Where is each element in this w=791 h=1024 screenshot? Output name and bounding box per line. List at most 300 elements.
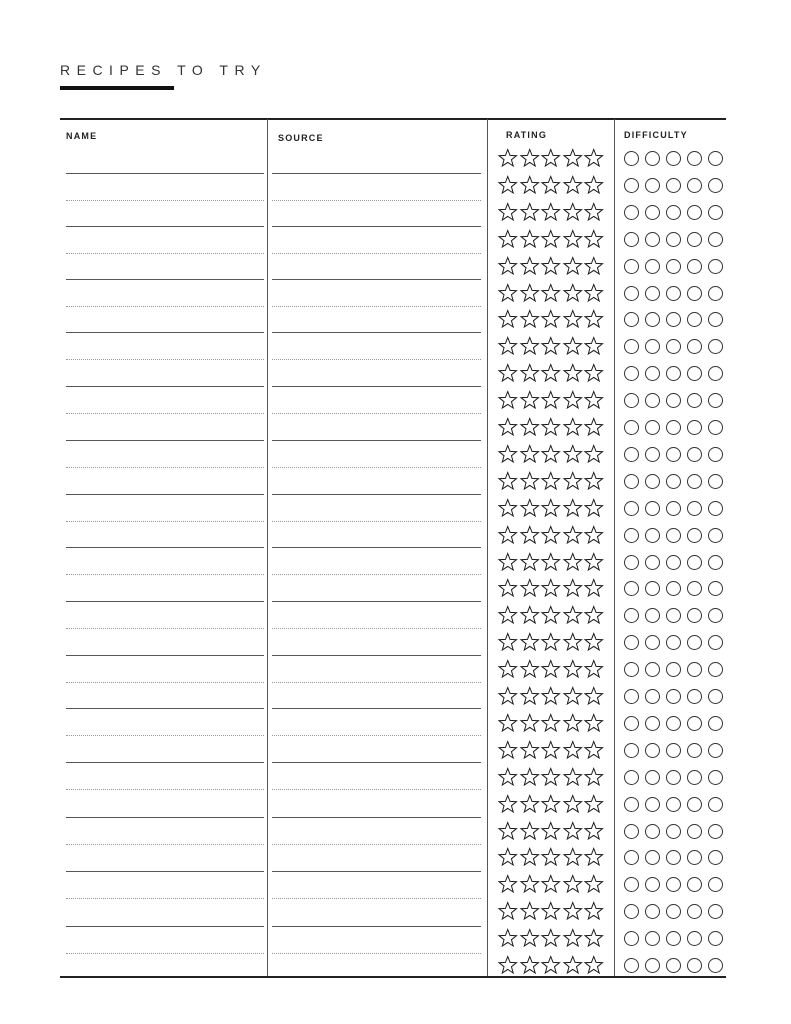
star-outline-icon — [583, 471, 605, 491]
star-outline-icon — [583, 202, 605, 222]
rating-difficulty-row — [0, 578, 791, 598]
source-writing-line — [272, 386, 481, 387]
rating-difficulty-row — [0, 336, 791, 356]
star-outline-icon — [540, 552, 562, 572]
circle-outline-icon — [666, 366, 681, 381]
circle-outline-icon — [687, 447, 702, 462]
star-outline-icon — [497, 363, 519, 383]
source-writing-line — [272, 817, 481, 818]
difficulty-circles — [624, 686, 732, 706]
source-writing-line — [272, 762, 481, 763]
name-writing-line — [66, 547, 264, 548]
circle-outline-icon — [624, 931, 639, 946]
circle-outline-icon — [645, 232, 660, 247]
star-outline-icon — [540, 363, 562, 383]
star-outline-icon — [562, 202, 584, 222]
star-outline-icon — [497, 955, 519, 975]
star-outline-icon — [540, 659, 562, 679]
star-rating — [497, 713, 605, 733]
rating-difficulty-row — [0, 229, 791, 249]
star-rating — [497, 390, 605, 410]
difficulty-circles — [624, 471, 732, 491]
circle-outline-icon — [666, 581, 681, 596]
star-rating — [497, 336, 605, 356]
circle-outline-icon — [666, 608, 681, 623]
star-outline-icon — [562, 498, 584, 518]
circle-outline-icon — [645, 501, 660, 516]
circle-outline-icon — [687, 555, 702, 570]
source-guide-line — [272, 789, 481, 790]
circle-outline-icon — [708, 178, 723, 193]
star-rating — [497, 740, 605, 760]
circle-outline-icon — [687, 178, 702, 193]
circle-outline-icon — [687, 339, 702, 354]
name-writing-line — [66, 926, 264, 927]
star-outline-icon — [562, 928, 584, 948]
rating-difficulty-row — [0, 928, 791, 948]
star-outline-icon — [497, 336, 519, 356]
circle-outline-icon — [645, 958, 660, 973]
circle-outline-icon — [687, 151, 702, 166]
star-rating — [497, 202, 605, 222]
rating-difficulty-row — [0, 686, 791, 706]
rating-difficulty-row — [0, 363, 791, 383]
star-outline-icon — [497, 525, 519, 545]
name-guide-line — [66, 521, 264, 522]
circle-outline-icon — [624, 635, 639, 650]
star-outline-icon — [540, 175, 562, 195]
circle-outline-icon — [687, 770, 702, 785]
star-outline-icon — [540, 632, 562, 652]
circle-outline-icon — [708, 608, 723, 623]
difficulty-circles — [624, 955, 732, 975]
circle-outline-icon — [645, 824, 660, 839]
source-guide-line — [272, 735, 481, 736]
star-outline-icon — [583, 632, 605, 652]
star-outline-icon — [583, 713, 605, 733]
circle-outline-icon — [624, 366, 639, 381]
circle-outline-icon — [666, 662, 681, 677]
source-guide-line — [272, 844, 481, 845]
star-outline-icon — [583, 498, 605, 518]
star-outline-icon — [497, 605, 519, 625]
circle-outline-icon — [645, 608, 660, 623]
circle-outline-icon — [645, 743, 660, 758]
circle-outline-icon — [645, 877, 660, 892]
circle-outline-icon — [624, 501, 639, 516]
star-rating — [497, 444, 605, 464]
difficulty-circles — [624, 874, 732, 894]
circle-outline-icon — [708, 501, 723, 516]
circle-outline-icon — [666, 151, 681, 166]
star-outline-icon — [497, 256, 519, 276]
star-outline-icon — [562, 578, 584, 598]
difficulty-circles — [624, 390, 732, 410]
difficulty-circles — [624, 821, 732, 841]
circle-outline-icon — [624, 286, 639, 301]
circle-outline-icon — [624, 232, 639, 247]
star-outline-icon — [519, 928, 541, 948]
circle-outline-icon — [687, 797, 702, 812]
circle-outline-icon — [645, 474, 660, 489]
name-writing-line — [66, 332, 264, 333]
circle-outline-icon — [666, 877, 681, 892]
star-outline-icon — [583, 363, 605, 383]
star-outline-icon — [562, 713, 584, 733]
star-outline-icon — [519, 256, 541, 276]
star-outline-icon — [540, 283, 562, 303]
star-rating — [497, 767, 605, 787]
source-writing-line — [272, 226, 481, 227]
star-outline-icon — [562, 336, 584, 356]
circle-outline-icon — [666, 474, 681, 489]
circle-outline-icon — [666, 931, 681, 946]
star-rating — [497, 283, 605, 303]
star-rating — [497, 794, 605, 814]
star-outline-icon — [583, 659, 605, 679]
star-outline-icon — [583, 928, 605, 948]
circle-outline-icon — [708, 716, 723, 731]
star-rating — [497, 498, 605, 518]
rating-difficulty-row — [0, 821, 791, 841]
circle-outline-icon — [645, 555, 660, 570]
circle-outline-icon — [645, 312, 660, 327]
name-writing-line — [66, 386, 264, 387]
circle-outline-icon — [687, 662, 702, 677]
star-outline-icon — [583, 901, 605, 921]
star-rating — [497, 901, 605, 921]
star-outline-icon — [540, 202, 562, 222]
star-outline-icon — [540, 821, 562, 841]
name-writing-line — [66, 226, 264, 227]
circle-outline-icon — [708, 662, 723, 677]
star-rating — [497, 632, 605, 652]
name-guide-line — [66, 735, 264, 736]
source-guide-line — [272, 682, 481, 683]
star-outline-icon — [540, 713, 562, 733]
table-top-border — [60, 118, 726, 120]
circle-outline-icon — [708, 635, 723, 650]
circle-outline-icon — [645, 178, 660, 193]
circle-outline-icon — [708, 259, 723, 274]
difficulty-circles — [624, 175, 732, 195]
star-rating — [497, 148, 605, 168]
star-rating — [497, 874, 605, 894]
star-outline-icon — [540, 928, 562, 948]
circle-outline-icon — [687, 474, 702, 489]
star-outline-icon — [519, 444, 541, 464]
circle-outline-icon — [666, 635, 681, 650]
star-outline-icon — [562, 256, 584, 276]
star-outline-icon — [519, 955, 541, 975]
circle-outline-icon — [624, 850, 639, 865]
circle-outline-icon — [708, 850, 723, 865]
circle-outline-icon — [624, 797, 639, 812]
circle-outline-icon — [687, 259, 702, 274]
difficulty-circles — [624, 578, 732, 598]
difficulty-circles — [624, 417, 732, 437]
name-writing-line — [66, 494, 264, 495]
name-guide-line — [66, 682, 264, 683]
title-underline — [60, 86, 174, 90]
star-outline-icon — [583, 444, 605, 464]
circle-outline-icon — [666, 312, 681, 327]
star-outline-icon — [497, 390, 519, 410]
circle-outline-icon — [624, 824, 639, 839]
star-outline-icon — [540, 847, 562, 867]
star-rating — [497, 552, 605, 572]
star-outline-icon — [562, 417, 584, 437]
circle-outline-icon — [666, 824, 681, 839]
source-guide-line — [272, 628, 481, 629]
circle-outline-icon — [624, 877, 639, 892]
circle-outline-icon — [708, 312, 723, 327]
star-outline-icon — [540, 148, 562, 168]
circle-outline-icon — [708, 877, 723, 892]
star-outline-icon — [519, 874, 541, 894]
star-outline-icon — [562, 821, 584, 841]
circle-outline-icon — [708, 689, 723, 704]
star-outline-icon — [562, 767, 584, 787]
star-outline-icon — [497, 471, 519, 491]
circle-outline-icon — [645, 393, 660, 408]
circle-outline-icon — [666, 797, 681, 812]
star-outline-icon — [497, 202, 519, 222]
circle-outline-icon — [624, 555, 639, 570]
source-guide-line — [272, 413, 481, 414]
rating-difficulty-row — [0, 847, 791, 867]
circle-outline-icon — [708, 931, 723, 946]
circle-outline-icon — [708, 958, 723, 973]
star-outline-icon — [519, 498, 541, 518]
star-outline-icon — [540, 336, 562, 356]
circle-outline-icon — [666, 339, 681, 354]
rating-difficulty-row — [0, 767, 791, 787]
circle-outline-icon — [687, 312, 702, 327]
difficulty-circles — [624, 632, 732, 652]
difficulty-circles — [624, 740, 732, 760]
circle-outline-icon — [687, 366, 702, 381]
source-writing-line — [272, 708, 481, 709]
rating-difficulty-row — [0, 444, 791, 464]
star-outline-icon — [562, 955, 584, 975]
star-outline-icon — [540, 578, 562, 598]
rating-difficulty-row — [0, 309, 791, 329]
circle-outline-icon — [708, 420, 723, 435]
star-rating — [497, 928, 605, 948]
circle-outline-icon — [708, 797, 723, 812]
star-outline-icon — [562, 552, 584, 572]
star-outline-icon — [519, 740, 541, 760]
source-guide-line — [272, 898, 481, 899]
star-outline-icon — [540, 767, 562, 787]
circle-outline-icon — [645, 689, 660, 704]
star-outline-icon — [519, 363, 541, 383]
star-outline-icon — [519, 847, 541, 867]
circle-outline-icon — [708, 151, 723, 166]
source-writing-line — [272, 279, 481, 280]
circle-outline-icon — [624, 447, 639, 462]
name-writing-line — [66, 440, 264, 441]
rating-difficulty-row — [0, 256, 791, 276]
circle-outline-icon — [666, 286, 681, 301]
star-rating — [497, 605, 605, 625]
name-writing-line — [66, 708, 264, 709]
source-writing-line — [272, 332, 481, 333]
circle-outline-icon — [645, 850, 660, 865]
star-outline-icon — [497, 686, 519, 706]
star-outline-icon — [540, 874, 562, 894]
star-outline-icon — [497, 794, 519, 814]
difficulty-circles — [624, 928, 732, 948]
star-outline-icon — [583, 874, 605, 894]
source-writing-line — [272, 440, 481, 441]
circle-outline-icon — [687, 581, 702, 596]
difficulty-circles — [624, 229, 732, 249]
circle-outline-icon — [687, 635, 702, 650]
star-outline-icon — [583, 148, 605, 168]
star-outline-icon — [519, 336, 541, 356]
circle-outline-icon — [687, 850, 702, 865]
star-outline-icon — [562, 444, 584, 464]
star-outline-icon — [583, 767, 605, 787]
star-outline-icon — [497, 148, 519, 168]
circle-outline-icon — [708, 366, 723, 381]
star-outline-icon — [519, 525, 541, 545]
star-outline-icon — [540, 955, 562, 975]
circle-outline-icon — [687, 931, 702, 946]
star-outline-icon — [497, 847, 519, 867]
rating-difficulty-row — [0, 471, 791, 491]
circle-outline-icon — [624, 581, 639, 596]
circle-outline-icon — [687, 608, 702, 623]
star-outline-icon — [562, 632, 584, 652]
star-outline-icon — [583, 336, 605, 356]
circle-outline-icon — [687, 393, 702, 408]
circle-outline-icon — [645, 259, 660, 274]
circle-outline-icon — [708, 555, 723, 570]
rating-difficulty-row — [0, 175, 791, 195]
rating-difficulty-row — [0, 202, 791, 222]
circle-outline-icon — [687, 824, 702, 839]
circle-outline-icon — [666, 420, 681, 435]
star-rating — [497, 471, 605, 491]
star-outline-icon — [583, 847, 605, 867]
star-outline-icon — [562, 901, 584, 921]
star-rating — [497, 417, 605, 437]
circle-outline-icon — [666, 259, 681, 274]
circle-outline-icon — [624, 770, 639, 785]
star-outline-icon — [497, 874, 519, 894]
circle-outline-icon — [624, 420, 639, 435]
star-outline-icon — [562, 794, 584, 814]
name-guide-line — [66, 253, 264, 254]
star-outline-icon — [497, 928, 519, 948]
star-rating — [497, 578, 605, 598]
circle-outline-icon — [687, 716, 702, 731]
difficulty-circles — [624, 498, 732, 518]
star-outline-icon — [562, 686, 584, 706]
rating-difficulty-row — [0, 713, 791, 733]
column-header-source: SOURCE — [278, 133, 324, 143]
circle-outline-icon — [687, 286, 702, 301]
circle-outline-icon — [708, 581, 723, 596]
circle-outline-icon — [687, 958, 702, 973]
difficulty-circles — [624, 148, 732, 168]
star-rating — [497, 525, 605, 545]
circle-outline-icon — [645, 151, 660, 166]
star-outline-icon — [497, 417, 519, 437]
name-guide-line — [66, 467, 264, 468]
star-outline-icon — [519, 713, 541, 733]
difficulty-circles — [624, 256, 732, 276]
source-guide-line — [272, 253, 481, 254]
star-outline-icon — [497, 821, 519, 841]
star-outline-icon — [497, 659, 519, 679]
rating-difficulty-row — [0, 659, 791, 679]
circle-outline-icon — [687, 689, 702, 704]
name-guide-line — [66, 844, 264, 845]
circle-outline-icon — [708, 743, 723, 758]
star-outline-icon — [583, 740, 605, 760]
star-outline-icon — [562, 874, 584, 894]
star-outline-icon — [519, 417, 541, 437]
source-guide-line — [272, 306, 481, 307]
difficulty-circles — [624, 713, 732, 733]
circle-outline-icon — [645, 366, 660, 381]
star-outline-icon — [540, 471, 562, 491]
star-outline-icon — [497, 498, 519, 518]
rating-difficulty-row — [0, 794, 791, 814]
difficulty-circles — [624, 444, 732, 464]
circle-outline-icon — [687, 743, 702, 758]
circle-outline-icon — [666, 178, 681, 193]
star-outline-icon — [583, 283, 605, 303]
star-rating — [497, 363, 605, 383]
rating-difficulty-row — [0, 525, 791, 545]
star-outline-icon — [583, 605, 605, 625]
star-outline-icon — [519, 605, 541, 625]
star-outline-icon — [562, 309, 584, 329]
circle-outline-icon — [666, 716, 681, 731]
circle-outline-icon — [624, 178, 639, 193]
star-rating — [497, 309, 605, 329]
circle-outline-icon — [666, 555, 681, 570]
circle-outline-icon — [624, 393, 639, 408]
star-outline-icon — [519, 148, 541, 168]
difficulty-circles — [624, 767, 732, 787]
difficulty-circles — [624, 552, 732, 572]
star-outline-icon — [540, 498, 562, 518]
star-outline-icon — [497, 309, 519, 329]
circle-outline-icon — [624, 259, 639, 274]
rating-difficulty-row — [0, 874, 791, 894]
star-outline-icon — [540, 256, 562, 276]
circle-outline-icon — [624, 904, 639, 919]
circle-outline-icon — [687, 205, 702, 220]
star-outline-icon — [497, 578, 519, 598]
name-writing-line — [66, 279, 264, 280]
source-writing-line — [272, 926, 481, 927]
name-writing-line — [66, 762, 264, 763]
source-guide-line — [272, 200, 481, 201]
star-outline-icon — [497, 283, 519, 303]
circle-outline-icon — [708, 339, 723, 354]
circle-outline-icon — [666, 232, 681, 247]
name-guide-line — [66, 628, 264, 629]
star-outline-icon — [497, 552, 519, 572]
name-writing-line — [66, 817, 264, 818]
